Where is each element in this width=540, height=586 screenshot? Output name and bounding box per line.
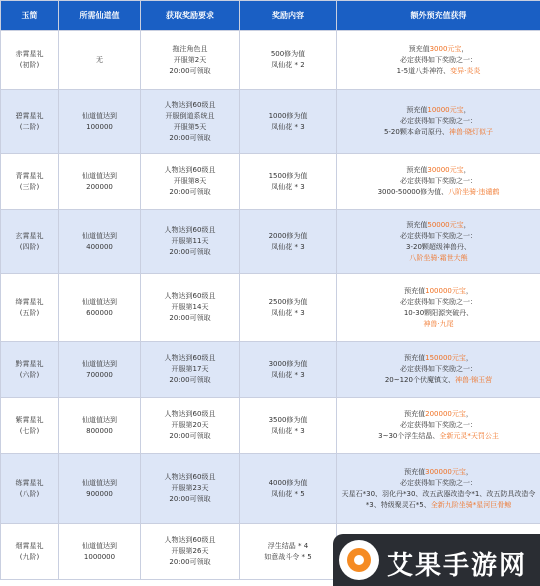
cell-yujian-name-line: (初阶) [19,61,40,69]
cell-yujian-name-line: 碧霄星礼 [15,111,44,120]
extra-text: 预充值 [406,166,428,174]
cell-yujian-name-line: 玄霄星礼 [15,231,44,240]
table-row [1,342,540,398]
cell-yujian-name-line: 紫霄星礼 [15,415,44,424]
cell-reward [240,454,337,524]
highlight-text: 神兽·晓灯似子 [448,128,494,136]
cell-requirement-line: 人物达到60级且 [164,100,216,109]
cell-xiandao-value [59,210,141,274]
extra-text: ， [465,410,473,418]
cell-yujian-name-line: 黔霄星礼 [15,359,44,368]
cell-yujian-name-line: (八阶) [19,489,40,498]
extra-line [340,308,537,319]
cell-yujian-name [1,274,59,342]
extra-line [340,409,537,420]
header-xiandao: 所需仙道值 [59,1,141,31]
extra-text: 天星石*30、羽化丹*30、改五武器改造令*1、改五防具改造令*3、特级聚灵石*5、 [341,489,536,509]
extra-text: 必定获得如下奖励之一： [400,478,477,487]
cell-reward-line: 1500修为值 [268,171,308,180]
cell-requirement-line: 人物达到60级且 [164,473,216,481]
cell-yujian-name-line: (九阶) [19,552,40,561]
extra-line [340,319,537,330]
cell-reward-line: 凤仙花 * 3 [271,122,305,131]
extra-line [340,286,537,297]
cell-yujian-name [1,398,59,454]
cell-requirement [141,31,240,90]
extra-text: 预充值 [406,106,428,114]
extra-line [340,165,537,176]
cell-requirement-line: 20:00可领取 [169,66,211,75]
cell-reward-line: 浮生结晶 * 4 [267,541,309,550]
cell-extra-reward [337,90,540,154]
extra-line [340,253,537,264]
cell-xiandao-value-line: 无 [96,55,103,64]
extra-text: 必定获得如下奖励之一： [400,55,477,64]
cell-reward-line: 2000修为值 [268,231,308,240]
extra-text: 必定获得如下奖励之一： [400,231,477,240]
cell-xiandao-value [59,454,141,524]
extra-line [340,44,537,55]
cell-reward-line: 凤仙花 * 3 [271,308,305,317]
extra-text: ， [463,106,471,114]
cell-extra-reward [337,31,540,90]
cell-yujian-name-line: (七阶) [19,426,40,435]
table-row [1,274,540,342]
cell-xiandao-value [59,398,141,454]
extra-line [340,220,537,231]
extra-text: 预充值 [404,467,426,476]
extra-line [340,431,537,442]
cell-requirement-line: 人物达到60级且 [164,410,216,418]
highlight-text: 全新元灵*天罚公主 [439,432,499,440]
extra-line [340,364,537,375]
cell-reward [240,524,337,580]
cell-xiandao-value [59,524,141,580]
extra-text: 必定获得如下奖励之一： [400,297,477,306]
cell-requirement-line: 开服第11天 [171,237,209,245]
cell-xiandao-value [59,154,141,210]
cell-requirement [141,398,240,454]
highlight-text: 3000元宝 [429,44,462,53]
cell-yujian-name [1,342,59,398]
extra-line [340,353,537,364]
highlight-text: 50000元宝 [427,220,464,229]
cell-requirement-line: 开服倒道系统且 [165,111,215,120]
cell-extra-reward [337,454,540,524]
extra-line [340,478,537,489]
extra-line [340,55,537,66]
extra-text: ， [463,166,471,174]
header-yujian: 玉简 [1,1,59,31]
cell-requirement [141,524,240,580]
cell-yujian-name-line: 绛霄星礼 [15,297,44,306]
extra-text: 1-5道八卦神符、 [396,66,451,75]
extra-text: 10-30颗阳源突破丹、 [403,308,474,317]
cell-yujian-name [1,524,59,580]
highlight-text: 30000元宝 [427,166,464,174]
extra-text: 必定获得如下奖励之一： [400,177,477,185]
cell-reward-line: 如意战斗令 * 5 [264,552,312,561]
cell-extra-reward [337,398,540,454]
table-row [1,454,540,524]
cell-reward [240,398,337,454]
extra-text: 3~30个浮生结晶、 [378,432,440,440]
extra-text: 预充值 [406,220,428,229]
cell-requirement-line: 20:00可领取 [169,558,211,566]
cell-xiandao-value-line: 仙道值达到 [82,415,117,424]
cell-requirement-line: 开服第14天 [171,303,209,311]
cell-requirement-line: 开服第5天 [173,122,207,131]
cell-reward-line: 2500修为值 [268,297,308,306]
cell-requirement-line: 开服第8天 [173,177,207,185]
extra-line [340,242,537,253]
cell-yujian-name-line: (二阶) [19,122,40,131]
cell-yujian-name [1,154,59,210]
cell-xiandao-value [59,90,141,154]
extra-line [340,127,537,138]
highlight-text: 150000元宝 [425,354,466,362]
cell-yujian-name-line: (五阶) [19,308,40,317]
extra-text: ， [465,467,473,476]
table-row [1,154,540,210]
cell-xiandao-value-line: 仙道值达到 [82,231,117,240]
extra-line [340,176,537,187]
highlight-text: 全新九阶坐骑*星河巨骨鲸 [430,500,512,509]
cell-xiandao-value-line: 400000 [86,242,113,251]
cell-reward [240,210,337,274]
cell-yujian-name-line: (四阶) [19,242,40,251]
header-reward: 奖励内容 [240,1,337,31]
cell-reward [240,342,337,398]
cell-xiandao-value [59,274,141,342]
cell-requirement-line: 20:00可领取 [169,314,211,322]
cell-requirement-line: 人物达到60级且 [164,292,216,300]
extra-line [340,187,537,198]
cell-yujian-name-line: 练霄星礼 [15,478,44,487]
cell-reward-line: 1000修为值 [268,111,308,120]
extra-line [340,489,537,511]
cell-requirement-line: 开服第23天 [171,484,209,492]
table-row [1,210,540,274]
cell-xiandao-value-line: 仙道值达到 [82,171,117,180]
cell-requirement [141,154,240,210]
highlight-text: 100000元宝 [425,286,466,295]
cell-yujian-name [1,454,59,524]
extra-text: 20~120个伏魔镇文、 [384,376,455,384]
cell-requirement-line: 20:00可领取 [169,133,211,142]
extra-line [340,66,537,77]
extra-text: ， [461,44,469,53]
extra-line [340,116,537,127]
cell-reward-line: 凤仙花 * 3 [271,182,305,191]
cell-yujian-name [1,210,59,274]
highlight-text: 神兽·锦玉营 [454,376,493,384]
highlight-text: 八阶坐骑·违谴鹤 [448,188,500,196]
highlight-text: 300000元宝 [425,467,466,476]
extra-text: 3-20颗超级神兽丹、 [406,242,471,251]
cell-requirement-line: 人物达到60级且 [164,226,216,234]
cell-xiandao-value-line: 仙道值达到 [82,541,117,550]
cell-reward-line: 4000修为值 [268,478,308,487]
cell-requirement [141,454,240,524]
cell-xiandao-value-line: 600000 [86,308,113,317]
cell-reward-line: 凤仙花 * 5 [271,489,305,498]
cell-yujian-name [1,31,59,90]
extra-text: 5-20颗本命司原丹、 [383,128,449,136]
extra-line [340,420,537,431]
cell-xiandao-value-line: 仙道值达到 [82,478,117,487]
extra-text: ， [465,286,473,295]
extra-text: ， [465,354,473,362]
extra-line [340,467,537,478]
cell-extra-reward [337,342,540,398]
extra-text: 必定获得如下奖励之一： [400,421,477,429]
extra-text: 必定获得如下奖励之一： [400,117,477,125]
extra-line [340,231,537,242]
table-row [1,31,540,90]
extra-line [340,105,537,116]
cell-yujian-name-line: (六阶) [19,370,40,379]
cell-reward-line: 3500修为值 [268,415,308,424]
cell-yujian-name-line: 烟霄星礼 [15,541,44,550]
extra-text: 3000-50000修为值、 [377,188,449,196]
extra-text: 预充值 [408,44,430,53]
cell-requirement-line: 20:00可领取 [169,376,211,384]
highlight-text: 八阶坐骑·霜世大熊 [409,253,468,262]
cell-requirement-line: 20:00可领取 [169,432,211,440]
cell-requirement-line: 20:00可领取 [169,188,211,196]
cell-requirement-line: 人物达到60级且 [164,354,216,362]
cell-requirement [141,342,240,398]
cell-xiandao-value-line: 700000 [86,370,113,379]
cell-requirement-line: 开服第17天 [171,365,209,373]
highlight-text: 10000元宝 [427,106,464,114]
cell-reward [240,31,337,90]
cell-requirement-line: 拖注角色且 [172,44,208,53]
extra-line [340,375,537,386]
cell-requirement [141,210,240,274]
highlight-text: 变异·炎炎 [450,66,481,75]
cell-reward-line: 凤仙花 * 2 [271,61,305,69]
extra-text: 预充值 [404,354,426,362]
highlight-text: 神兽·九尾 [423,319,454,328]
extra-text: 必定获得如下奖励之一： [400,365,477,373]
cell-extra-reward [337,274,540,342]
cell-xiandao-value-line: 900000 [86,489,113,498]
highlight-text: 200000元宝 [425,410,466,418]
header-extra: 额外预充值获得 [337,1,540,31]
extra-text: 预充值 [404,286,426,295]
cell-requirement-line: 人物达到60级且 [164,166,216,174]
cell-requirement-line: 开服第2天 [173,55,207,64]
cell-yujian-name-line: (三阶) [19,182,40,191]
header-row [1,1,540,31]
cell-reward-line: 500修为值 [270,50,306,58]
cell-xiandao-value-line: 仙道值达到 [82,111,117,120]
cell-reward [240,154,337,210]
cell-xiandao-value [59,342,141,398]
cell-requirement-line: 20:00可领取 [169,495,211,503]
cell-xiandao-value-line: 800000 [86,426,113,435]
cell-reward-line: 3000修为值 [268,359,308,368]
header-requirement: 获取奖励要求 [141,1,240,31]
cell-reward-line: 凤仙花 * 3 [271,242,305,251]
cell-reward-line: 凤仙花 * 3 [271,426,305,435]
cell-xiandao-value-line: 100000 [86,122,113,131]
cell-reward [240,90,337,154]
watermark-text: 艾果手游网 [387,551,528,581]
cell-reward [240,274,337,342]
cell-extra-reward [337,154,540,210]
table-row [1,398,540,454]
cell-yujian-name-line: 赤霄星礼 [15,50,44,58]
cell-xiandao-value-line: 200000 [86,182,113,191]
cell-yujian-name-line: 青霄星礼 [15,171,44,180]
cell-extra-reward [337,210,540,274]
watermark-banner [333,534,540,586]
cell-xiandao-value-line: 仙道值达到 [82,359,117,368]
cell-xiandao-value [59,31,141,90]
cell-xiandao-value-line: 1000000 [83,552,116,561]
cell-requirement [141,274,240,342]
table-row [1,90,540,154]
orange-circle-logo-icon [339,540,379,580]
cell-requirement-line: 开服第20天 [171,421,209,429]
extra-text: ， [463,220,471,229]
cell-requirement-line: 开服第26天 [171,547,209,555]
cell-requirement-line: 人物达到60级且 [164,536,216,544]
cell-reward-line: 凤仙花 * 3 [271,370,305,379]
cell-yujian-name [1,90,59,154]
extra-text: 预充值 [404,410,426,418]
cell-requirement-line: 20:00可领取 [169,248,211,256]
cell-requirement [141,90,240,154]
cell-xiandao-value-line: 仙道值达到 [82,297,117,306]
extra-line [340,297,537,308]
